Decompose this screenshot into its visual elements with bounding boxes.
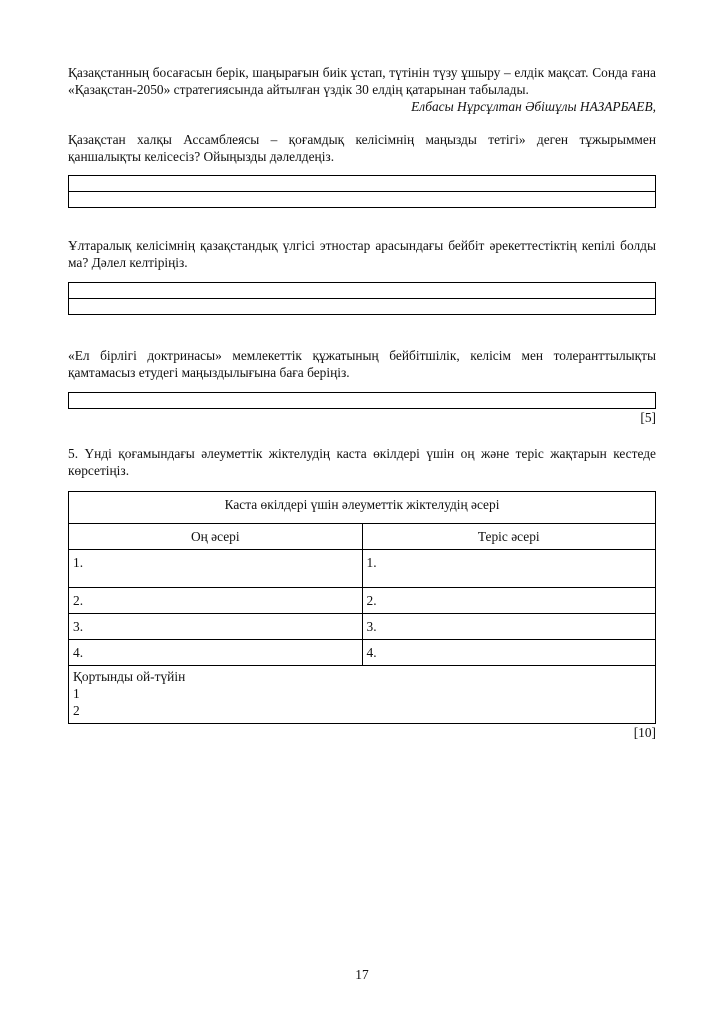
- answer-box-2[interactable]: [68, 282, 656, 315]
- question-1: Қазақстан халқы Ассамблеясы – қоғамдық келісімнің маңызды тетігі» деген тұжырыммен қаншалықты келісесіз? Ойыңызды дәлелдеңіз.: [68, 132, 656, 164]
- conclusion-label: Қортынды ой-түйін: [73, 669, 186, 684]
- positive-cell[interactable]: 4.: [69, 640, 363, 666]
- positive-cell[interactable]: 3.: [69, 614, 363, 640]
- negative-cell[interactable]: 1.: [362, 550, 656, 588]
- quote-text: Қазақстанның босағасын берік, шаңырағын биік ұстап, түтінін түзу ұшыру – елдік мақсат. Сонда ғана «Қазақстан-2050» стратегиясында айтылған үздік 30 елдің қатарынан табылады.: [68, 65, 656, 97]
- page-content: [68, 64, 656, 741]
- table-row: [69, 550, 656, 588]
- conclusion-item-1: 1: [73, 686, 80, 701]
- quote-author: Елбасы Нұрсұлтан Әбішұлы НАЗАРБАЕВ,: [411, 99, 656, 114]
- question-3: «Ел бірлігі доктринасы» мемлекеттік құжатының бейбітшілік, келісім мен толеранттылықты қамтамасыз етудегі маңыздылығына баға беріңіз.: [68, 348, 656, 380]
- answer-line[interactable]: [69, 393, 655, 408]
- answer-line[interactable]: [69, 191, 655, 207]
- question-2: Ұлтаралық келісімнің қазақстандық үлгісі этностар арасындағы бейбіт әрекеттестіктің кепілі болды ма? Дәлел келтіріңіз.: [68, 238, 656, 270]
- answer-box-1[interactable]: [68, 175, 656, 208]
- page-number: 17: [355, 967, 369, 982]
- negative-cell[interactable]: 2.: [362, 588, 656, 614]
- positive-cell[interactable]: 2.: [69, 588, 363, 614]
- answer-box-3[interactable]: [68, 392, 656, 409]
- table-row: [69, 588, 656, 614]
- table-title: Каста өкілдері үшін әлеуметтік жіктелудің әсері: [69, 492, 656, 524]
- col-header-positive: Оң әсері: [69, 524, 363, 550]
- task5-body: Үнді қоғамындағы әлеуметтік жіктелудің каста өкілдері үшін оң және теріс жақтарын кестеде көрсетіңіз.: [68, 446, 656, 478]
- caste-table: [68, 491, 656, 724]
- negative-cell[interactable]: 3.: [362, 614, 656, 640]
- answer-line[interactable]: [69, 298, 655, 314]
- answer-line[interactable]: [69, 176, 655, 191]
- conclusion-item-2: 2: [73, 703, 80, 718]
- task5-text: [68, 445, 656, 479]
- table-row: [69, 614, 656, 640]
- negative-cell[interactable]: 4.: [362, 640, 656, 666]
- positive-cell[interactable]: 1.: [69, 550, 363, 588]
- col-header-negative: Теріс әсері: [362, 524, 656, 550]
- score-1: [5]: [640, 410, 656, 425]
- conclusion-cell[interactable]: [69, 666, 656, 724]
- score-2: [10]: [633, 725, 656, 740]
- table-row: [69, 640, 656, 666]
- task5-number: 5.: [68, 446, 79, 461]
- answer-line[interactable]: [69, 283, 655, 298]
